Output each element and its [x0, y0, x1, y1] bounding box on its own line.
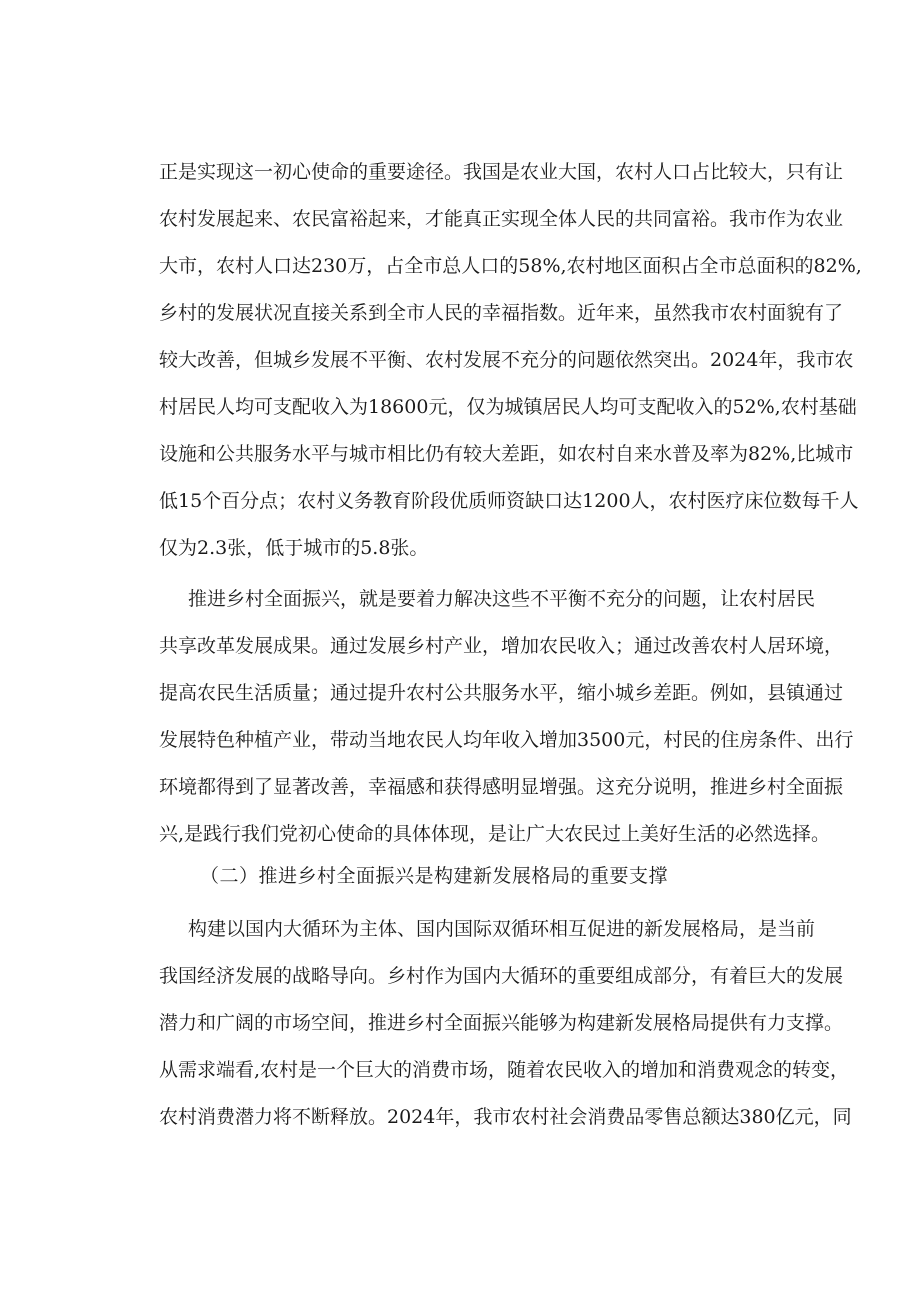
text-line: 村居民人均可支配收入为18600元，仅为城镇居民人均可支配收入的52%,农村基础	[159, 396, 857, 418]
text-line: 兴,是践行我们党初心使命的具体体现，是让广大农民过上美好生活的必然选择。	[159, 823, 831, 845]
text-line: 发展特色种植产业，带动当地农民人均年收入增加3500元，村民的住房条件、出行	[159, 729, 854, 751]
text-line: 提高农民生活质量；通过提升农村公共服务水平，缩小城乡差距。例如，县镇通过	[159, 682, 844, 704]
text-line: 仅为2.3张，低于城市的5.8张。	[159, 537, 429, 559]
section-heading: （二）推进乡村全面振兴是构建新发展格局的重要支撑	[200, 865, 669, 887]
text-line: 较大改善，但城乡发展不平衡、农村发展不充分的问题依然突出。2024年，我市农	[159, 349, 854, 371]
text-line: 构建以国内大循环为主体、国内国际双循环相互促进的新发展格局，是当前	[188, 918, 816, 940]
text-line: 从需求端看,农村是一个巨大的消费市场，随着农民收入的增加和消费观念的转变，	[159, 1059, 850, 1081]
text-line: 农村发展起来、农民富裕起来，才能真正实现全体人民的共同富裕。我市作为农业	[159, 208, 844, 230]
text-line: 共享改革发展成果。通过发展乡村产业，增加农民收入；通过改善农村人居环境，	[159, 635, 844, 657]
text-line: 低15个百分点；农村义务教育阶段优质师资缺口达1200人，农村医疗床位数每千人	[159, 490, 859, 512]
text-line: 环境都得到了显著改善，幸福感和获得感明显增强。这充分说明，推进乡村全面振	[159, 776, 844, 798]
text-line: 正是实现这一初心使命的重要途径。我国是农业大国，农村人口占比较大，只有让	[159, 161, 844, 183]
text-line: 推进乡村全面振兴，就是要着力解决这些不平衡不充分的问题，让农村居民	[188, 588, 816, 610]
text-line: 大市，农村人口达230万，占全市总人口的58%,农村地区面积占全市总面积的82%,	[159, 255, 862, 277]
text-line: 我国经济发展的战略导向。乡村作为国内大循环的重要组成部分，有着巨大的发展	[159, 965, 844, 987]
text-line: 潜力和广阔的市场空间，推进乡村全面振兴能够为构建新发展格局提供有力支撑。	[159, 1012, 844, 1034]
text-line: 设施和公共服务水平与城市相比仍有较大差距，如农村自来水普及率为82%,比城市	[159, 443, 854, 465]
text-line: 农村消费潜力将不断释放。2024年，我市农村社会消费品零售总额达380亿元，同	[159, 1106, 852, 1128]
text-line: 乡村的发展状况直接关系到全市人民的幸福指数。近年来，虽然我市农村面貌有了	[159, 302, 844, 324]
